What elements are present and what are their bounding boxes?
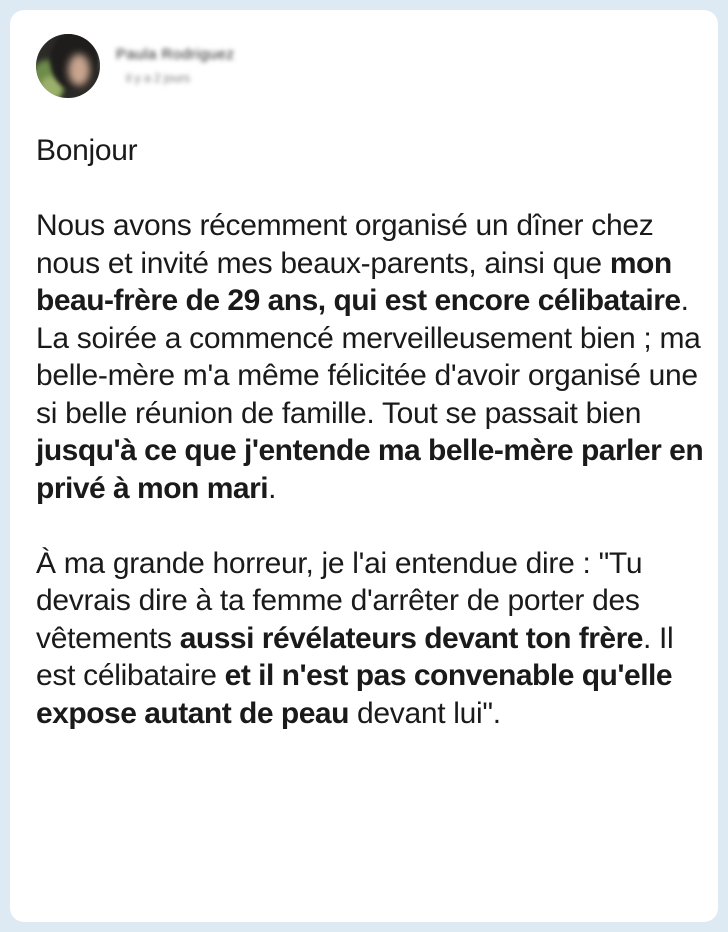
paragraph-1-text-2: . La soirée a commencé merveilleusement bien ; ma belle-mère m'a même félicitée d'avoir organisé une si belle réunion de famille. Tout se passait bien	[36, 284, 701, 430]
paragraph-1-bold-1: mon beau-frère de 29 ans, qui est encore célibataire	[36, 246, 681, 317]
post-timestamp: il y a 2 jours	[126, 71, 191, 85]
avatar[interactable]	[36, 34, 100, 98]
paragraph-2-bold-1: aussi révélateurs devant ton frère	[179, 621, 643, 655]
paragraph-2-bold-2: et il n'est pas convenable qu'elle expose autant de peau	[36, 659, 673, 730]
post-header	[36, 34, 234, 98]
paragraph-1-text-3: .	[268, 471, 277, 505]
paragraph-2-text-3: devant lui".	[348, 696, 501, 730]
author-name[interactable]: Paula Rodriguez	[116, 46, 235, 63]
post-body	[36, 132, 706, 732]
paragraph-1-bold-2: jusqu'à ce que j'entende ma belle-mère parler en privé à mon mari	[36, 434, 704, 505]
paragraph-2-text-2: . Il est célibataire	[36, 621, 674, 692]
post-card	[10, 10, 718, 922]
paragraph-1-text-1: Nous avons récemment organisé un dîner chez nous et invité mes beaux-parents, ainsi que	[36, 209, 654, 280]
post-paragraph-2	[36, 545, 706, 733]
paragraph-2-text-1: À ma grande horreur, je l'ai entendue dire : "Tu devrais dire à ta femme d'arrêter de porter des vêtements	[36, 546, 643, 655]
post-paragraph-1	[36, 207, 706, 507]
author-meta	[116, 47, 234, 85]
post-greeting: Bonjour	[36, 134, 138, 167]
